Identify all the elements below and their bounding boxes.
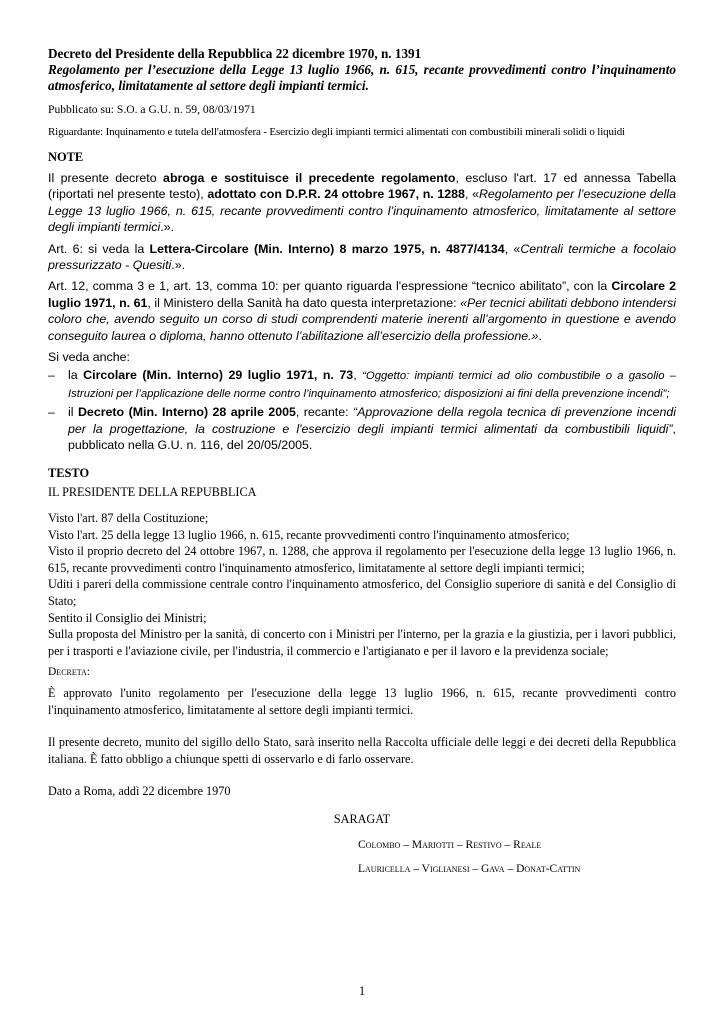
consideration: Visto l'art. 25 della legge 13 luglio 1966, n. 615, recante provvedimenti contro l'inquinamento atmosferico;: [48, 527, 570, 542]
decree-subtitle: Regolamento per l’esecuzione della Legge 13 luglio 1966, n. 615, recante provvedimenti contro l’inquinamento atmosferico, limitatamente al settore degli impianti termici.: [48, 62, 676, 93]
note-text: Art. 12, comma 3 e 1, art. 13, comma 10: per quanto riguarda l'espressione “tecnico abilitato”, con la: [48, 279, 612, 294]
seal-paragraph: Il presente decreto, munito del sigillo dello Stato, sarà inserito nella Raccolta ufficiale delle leggi e dei decreti della Repubblica italiana. È fatto obbligo a chiunque spetti di osservarlo e di farlo osservare.: [48, 735, 676, 766]
note-reference: Circolare 2 luglio 1971, n. 61: [48, 279, 676, 310]
note-paragraph-3: [48, 278, 676, 344]
note-text: , recante:: [295, 405, 354, 420]
note-quote: “Oggetto: impianti termici ad olio combustibile o a gasolio – Istruzioni per l’applicazione delle norme contro l’inquinamento atmosferico; disposizioni ai fini della prevenzione incendi”;: [68, 370, 676, 400]
see-also-label: Si veda anche:: [48, 350, 130, 365]
president-heading: IL PRESIDENTE DELLA REPUBBLICA: [48, 484, 257, 499]
note-text: Il presente decreto: [48, 171, 164, 185]
consideration: Uditi i pareri della commissione centrale contro l'inquinamento atmosferico, del Consiglio superiore di sanità e del Consiglio di Stato;: [48, 577, 676, 609]
list-item: [48, 404, 676, 453]
note-text: .: [538, 328, 542, 343]
document-page: [48, 46, 676, 875]
note-quote: Regolamento per l’esecuzione della Legge 13 luglio 1966, n. 615, recante provvedimenti contro l’inquinamento atmosferico, limitatamente al settore degli impianti termici: [48, 187, 676, 235]
date-place: Dato a Roma, addì 22 dicembre 1970: [48, 784, 231, 799]
consideration: Visto l'art. 87 della Costituzione;: [48, 511, 209, 526]
dash-bullet: –: [48, 368, 55, 383]
consideration: Sulla proposta del Ministro per la sanità, di concerto con i Ministri per l'interno, per la grazia e la giustizia, per i lavori pubblici, per i trasporti e l'aviazione civile, per l'industria, il commercio e l'artigianato e per il lavoro e la previdenza sociale;: [48, 627, 676, 658]
regarding-info: Riguardante: Inquinamento e tutela dell'atmosfera - Esercizio degli impianti termici alimentati con combustibili minerali solidi o liquidi: [48, 126, 625, 138]
note-quote: “Approvazione della regola tecnica di prevenzione incendi per la progettazione, la costruzione e l'esercizio degli impianti termici alimentati da combustibili liquidi”: [68, 405, 677, 436]
consideration: Visto il proprio decreto del 24 ottobre 1967, n. 1288, che approva il regolamento per l'esecuzione della legge 13 luglio 1966, n. 615, recante provvedimenti contro l'inquinamento atmosferico, limitatamente al settore degli impianti termici;: [48, 544, 676, 575]
note-text: , «: [464, 187, 479, 202]
note-text: .».: [160, 220, 175, 235]
dash-bullet: –: [48, 405, 55, 420]
text-heading: TESTO: [48, 465, 90, 480]
note-text: ,: [353, 368, 363, 383]
note-paragraph-2: [48, 241, 676, 274]
note-text: .».: [171, 258, 186, 273]
notes-heading: NOTE: [48, 150, 84, 164]
note-text: la: [68, 368, 84, 383]
note-reference: adottato con D.P.R. 24 ottobre 1967, n. 1288: [207, 187, 465, 202]
decree-title: Decreto del Presidente della Repubblica 22 dicembre 1970, n. 1391: [48, 46, 422, 61]
note-reference: Circolare (Min. Interno) 29 luglio 1971, n. 73: [83, 368, 354, 383]
decreta-label: Decreta:: [48, 666, 90, 679]
note-text: Art. 6: si veda la: [48, 241, 150, 256]
cosigners-line-1: Colombo – Mariotti – Restivo – Reale: [358, 839, 542, 851]
note-paragraph-1: [48, 170, 676, 236]
list-item: [48, 367, 676, 402]
note-text: , il Ministero della Sanità ha dato questa interpretazione:: [147, 295, 461, 310]
note-text: , «: [504, 241, 521, 256]
cosigners-line-2: Lauricella – Viglianesi – Gava – Donat-Cattin: [358, 863, 581, 875]
page-number: 1: [358, 984, 366, 998]
note-reference: Lettera-Circolare (Min. Interno) 8 marzo 1975, n. 4877/4134: [149, 241, 505, 256]
note-quote: Centrali termiche a focolaio pressurizzato - Quesiti: [48, 241, 676, 273]
president-signature: SARAGAT: [333, 812, 391, 826]
note-quote: «Per tecnici abilitati debbono intendersi coloro che, avendo seguito un corso di studi comprendenti materie inerenti all’argomento in questione e avendo conseguito laurea o diploma, hanno ottenuto l’abilitazione all’esercizio della professione.»: [48, 295, 676, 343]
note-text: , escluso l'art. 17 ed annessa Tabella (riportati nel presente testo),: [48, 171, 676, 202]
note-text: , pubblicato nella G.U. n. 116, del 20/05/2005.: [68, 421, 676, 453]
note-reference: Decreto (Min. Interno) 28 aprile 2005: [77, 405, 296, 420]
publication-info: Pubblicato su: S.O. a G.U. n. 59, 08/03/1971: [48, 103, 256, 116]
see-also-list: [48, 367, 676, 453]
consideration: Sentito il Consiglio dei Ministri;: [48, 610, 207, 625]
note-bold-text: abroga e sostituisce il precedente regolamento: [163, 171, 456, 185]
approval-paragraph: È approvato l'unito regolamento per l'esecuzione della legge 13 luglio 1966, n. 615, recante provvedimenti contro l'inquinamento atmosferico, limitatamente al settore degli impianti termici.: [48, 686, 676, 717]
note-text: il: [68, 405, 78, 420]
